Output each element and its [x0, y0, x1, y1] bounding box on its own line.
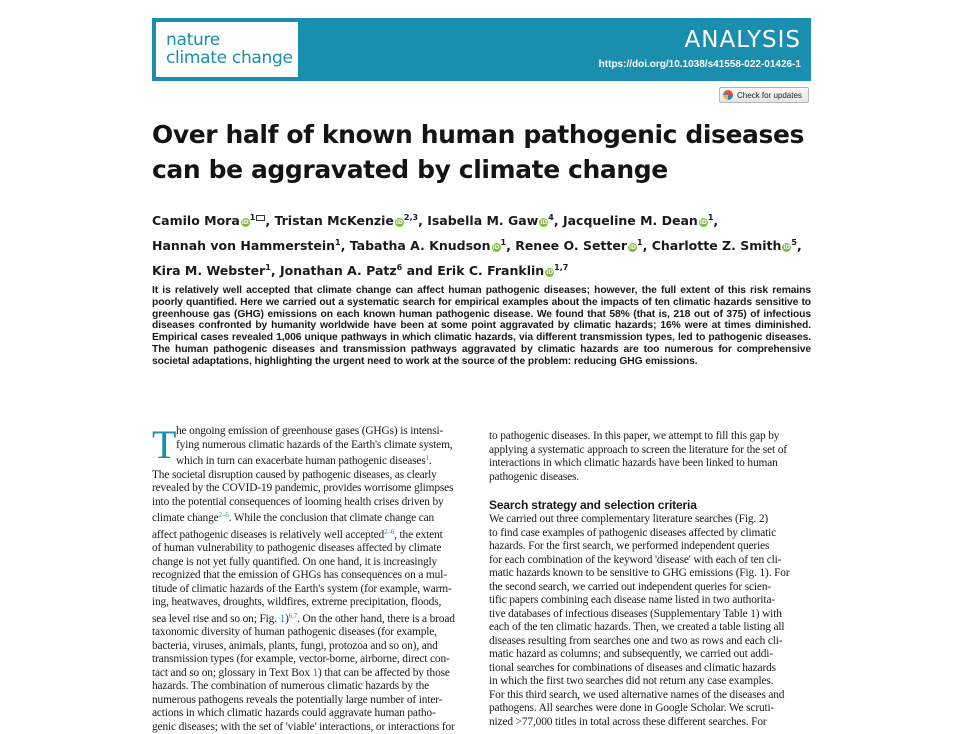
- text-line: tific papers combining each disease name listed in two authorita-: [489, 594, 807, 608]
- text-line: for each combination of the keyword 'disease' with each of ten cli-: [489, 554, 807, 568]
- text-line: matic hazard as columns; and subsequently, we carried out addi-: [489, 648, 807, 662]
- text-line: numerous pathogens reveals the potentially large number of inter-: [152, 694, 470, 708]
- text-line: climate change$^{2-6}$. While the conclusion that climate change can: [152, 509, 470, 526]
- reference-link[interactable]: 2–6: [219, 511, 229, 519]
- text-line: hazards. The combination of numerous climatic hazards by the: [152, 680, 470, 694]
- text-line: genic diseases; with the set of 'viable' interactions, or interactions for: [152, 721, 470, 734]
- text-line: diseases resulting from searches one and two as rows and each cli-: [489, 635, 807, 649]
- title-line-2: can be aggravated by climate change: [152, 152, 812, 187]
- orcid-icon[interactable]: iD: [699, 218, 708, 227]
- envelope-icon[interactable]: [256, 215, 265, 221]
- author[interactable]: Erik C. Franklin iD$^{1,7}$: [437, 263, 568, 278]
- author[interactable]: Jonathan A. Patz$^6$: [280, 263, 402, 278]
- journal-header: [152, 18, 811, 81]
- author-line-1: Camilo Mora iD$^1$ , Tristan McKenzie iD$^{2,3}$, Isabella M. Gaw iD$^4$, Jacqueline M. Dean iD$^1$,: [152, 207, 812, 232]
- text-line: fying numerous climatic hazards of the Earth's climate system,: [152, 439, 470, 453]
- text-line: bacteria, viruses, animals, plants, fungi, protozoa and so on), and: [152, 640, 470, 654]
- orcid-icon[interactable]: iD: [545, 268, 554, 277]
- title-line-1: Over half of known human pathogenic diseases: [152, 117, 812, 152]
- logo-line-nature: nature: [166, 30, 220, 50]
- text-line: revealed by the COVID-19 pandemic, provides worrisome glimpses: [152, 482, 470, 496]
- orcid-icon[interactable]: iD: [539, 218, 548, 227]
- author[interactable]: Camilo Mora iD$^1$: [152, 213, 265, 228]
- text-line: tional searches for combinations of diseases and climatic hazards: [489, 662, 807, 676]
- text-line: actions in which climatic hazards could aggravate human patho-: [152, 707, 470, 721]
- text-line: We carried out three complementary literature searches (Fig. 2): [489, 513, 807, 527]
- text-line: to pathogenic diseases. In this paper, we attempt to fill this gap by: [489, 430, 807, 444]
- orcid-icon[interactable]: iD: [492, 243, 501, 252]
- orcid-icon[interactable]: iD: [395, 218, 404, 227]
- reference-link[interactable]: 2–6: [384, 528, 394, 536]
- author[interactable]: Tristan McKenzie iD$^{2,3}$: [274, 213, 418, 228]
- text-line: in which the first two searches did not return any case examples.: [489, 675, 807, 689]
- text-line: the second search, we carried out independent queries for scien-: [489, 581, 807, 595]
- text-line: taxonomic diversity of human pathogenic diseases (for example,: [152, 626, 470, 640]
- author[interactable]: Isabella M. Gaw iD$^4$: [427, 213, 554, 228]
- text-line: ing, heatwaves, droughts, wildfires, extreme precipitation, floods,: [152, 596, 470, 610]
- text-line: hazards. For the first search, we performed independent queries: [489, 540, 807, 554]
- reference-link[interactable]: 1: [426, 454, 429, 462]
- text-line: The societal disruption caused by pathogenic diseases, as clearly: [152, 469, 470, 483]
- author[interactable]: Jacqueline M. Dean iD$^1$: [563, 213, 713, 228]
- text-line: recognized that the emission of GHGs has consequences on a mul-: [152, 569, 470, 583]
- drop-cap: T: [152, 425, 176, 465]
- text-line: tive databases of infectious diseases (Supplementary Table 1) with: [489, 608, 807, 622]
- text-line: each of the ten climatic hazards. Then, we created a table listing all: [489, 621, 807, 635]
- journal-logo[interactable]: [156, 22, 298, 77]
- author-line-2: Hannah von Hammerstein$^1$, Tabatha A. Knudson iD$^1$, Renee O. Setter iD$^1$, Charlotte Z. Smith iD$^5$,: [152, 232, 812, 257]
- text-line: he ongoing emission of greenhouse gases (GHGs) is intensi-: [152, 425, 470, 439]
- text-line: For this third search, we used alternative names of the diseases and: [489, 689, 807, 703]
- text-line: affect pathogenic diseases is relatively well accepted$^{2-6}$, the extent: [152, 526, 470, 543]
- orcid-icon[interactable]: iD: [628, 243, 637, 252]
- check-for-updates-label: Check for updates: [737, 91, 802, 100]
- author-list: [152, 207, 812, 282]
- author[interactable]: Tabatha A. Knudson iD$^1$: [350, 238, 506, 253]
- abstract: It is relatively well accepted that climate change can affect human pathogenic diseases; however, the full extent of this risk remains poorly quantified. Here we carried out a systematic search for empirical examples about the impacts of ten climatic hazards sensitive to greenhouse gas (GHG) emissions on each known human pathogenic disease. We found that 58% (that is, 218 out of 375) of infectious diseases confronted by humanity worldwide have been at some point aggravated by climatic hazards; 16% were at times diminished. Empirical cases revealed 1,006 unique pathways in which climatic hazards, via different transmission types, led to pathogenic diseases. The human pathogenic diseases and transmission pathways aggravated by climatic hazards are too numerous for comprehensive societal adaptations, highlighting the urgent need to work at the source of the problem: reducing GHG emissions.: [152, 285, 811, 368]
- reference-link[interactable]: 6,7: [289, 612, 297, 620]
- text-line: of human vulnerability to pathogenic diseases affected by climate: [152, 542, 470, 556]
- author[interactable]: Kira M. Webster$^1$: [152, 263, 271, 278]
- section-label: ANALYSIS: [685, 26, 801, 54]
- section-heading: Search strategy and selection criteria: [489, 498, 807, 512]
- text-line: tact and so on; glossary in Text Box 1) that can be affected by those: [152, 667, 470, 681]
- author[interactable]: Charlotte Z. Smith iD$^5$: [652, 238, 797, 253]
- crossmark-icon: [723, 90, 733, 100]
- text-line: which in turn can exacerbate human pathogenic diseases$^1$.: [152, 452, 470, 469]
- figure-link[interactable]: 1: [280, 613, 286, 625]
- text-line: nized >77,000 titles in total across these different searches. For: [489, 716, 807, 730]
- author-line-3: Kira M. Webster$^1$, Jonathan A. Patz$^6$ and Erik C. Franklin iD$^{1,7}$: [152, 257, 812, 282]
- body-column-left: [152, 425, 470, 734]
- text-line: transmission types (for example, vector-borne, airborne, direct con-: [152, 653, 470, 667]
- text-line: matic hazards known to be sensitive to GHG emissions (Fig. 1). For: [489, 567, 807, 581]
- text-line: pathogenic diseases.: [489, 471, 807, 485]
- text-line: sea level rise and so on; Fig. 1)$^{6,7}$. On the other hand, there is a broad: [152, 610, 470, 627]
- text-line: titude of climatic hazards of the Earth's system (for example, warm-: [152, 583, 470, 597]
- logo-line-climate-change: climate change: [166, 48, 293, 68]
- text-line: change is not yet fully quantified. On one hand, it is increasingly: [152, 556, 470, 570]
- body-column-right: [489, 430, 807, 729]
- article-title: [152, 117, 812, 187]
- text-line: applying a systematic approach to screen the literature for the set of: [489, 444, 807, 458]
- orcid-icon[interactable]: iD: [782, 243, 791, 252]
- author[interactable]: Renee O. Setter iD$^1$: [515, 238, 642, 253]
- text-box-link[interactable]: 1: [313, 667, 319, 679]
- text-line: to find case examples of pathogenic diseases affected by climatic: [489, 527, 807, 541]
- text-line: interactions in which climatic hazards have been linked to human: [489, 457, 807, 471]
- author[interactable]: Hannah von Hammerstein$^1$: [152, 238, 341, 253]
- doi-link[interactable]: https://doi.org/10.1038/s41558-022-01426-1: [599, 58, 801, 72]
- text-line: into the potential consequences of looming health crises driven by: [152, 496, 470, 510]
- check-for-updates-button[interactable]: [719, 87, 809, 103]
- text-line: pathogens. All searches were done in Google Scholar. We scruti-: [489, 702, 807, 716]
- orcid-icon[interactable]: iD: [241, 218, 250, 227]
